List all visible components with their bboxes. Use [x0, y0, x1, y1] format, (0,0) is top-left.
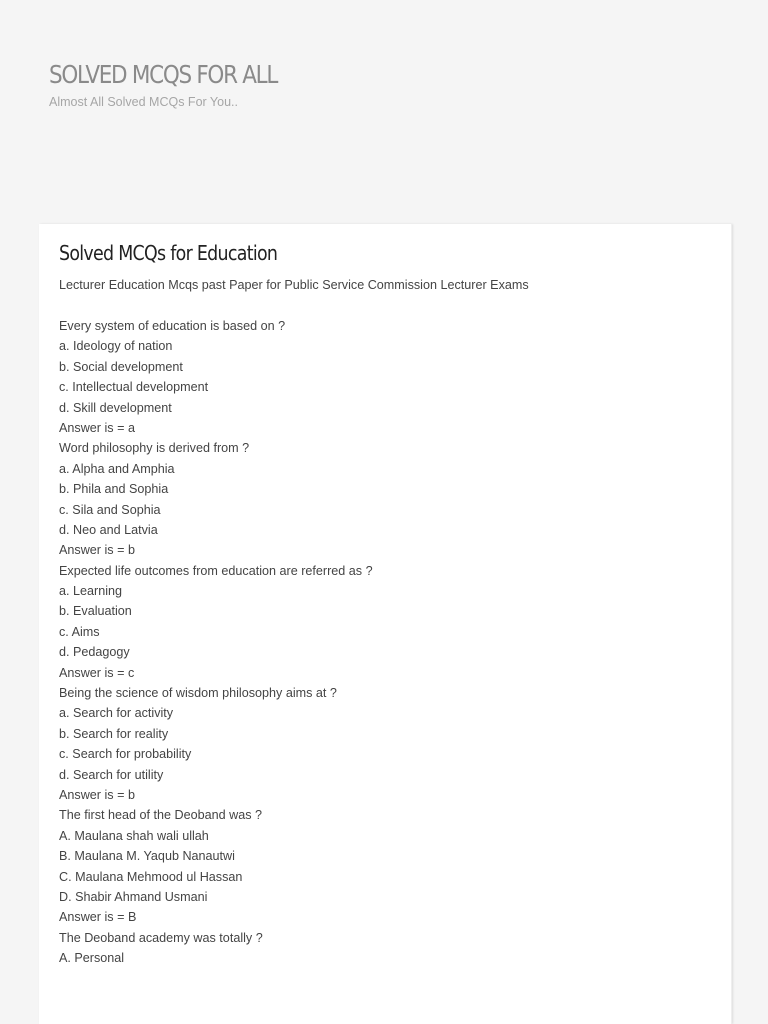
post-line: D. Shabir Ahmand Usmani: [59, 889, 208, 904]
post-line: a. Learning: [59, 584, 123, 599]
post-line: a. Search for activity: [59, 706, 174, 721]
post-line: c. Aims: [59, 624, 100, 639]
post-line: b. Search for reality: [59, 726, 169, 741]
post-line: c. Intellectual development: [59, 380, 209, 395]
post-line: Being the science of wisdom philosophy aims at ?: [59, 686, 337, 701]
post-line: B. Maulana M. Yaqub Nanautwi: [59, 849, 235, 864]
post-card: [39, 224, 732, 1024]
post-line: d. Pedagogy: [59, 645, 130, 660]
post-line: b. Social development: [59, 359, 183, 374]
post-line: Answer is = b: [59, 543, 135, 558]
post-line: a. Alpha and Amphia: [59, 461, 175, 476]
post-intro: Lecturer Education Mcqs past Paper for Public Service Commission Lecturer Exams: [59, 278, 529, 292]
post-line: d. Search for utility: [59, 767, 164, 782]
post-line: Word philosophy is derived from ?: [59, 441, 250, 456]
post-line: A. Personal: [59, 951, 125, 966]
post-line: d. Neo and Latvia: [59, 522, 158, 537]
post-line: Answer is = B: [59, 910, 137, 925]
post-line: A. Maulana shah wali ullah: [59, 828, 209, 843]
post-line: Answer is = c: [59, 665, 135, 680]
post-line: b. Evaluation: [59, 604, 132, 619]
post-line: The first head of the Deoband was ?: [59, 808, 263, 823]
post-line: c. Search for probability: [59, 747, 192, 762]
site-tagline: Almost All Solved MCQs For You..: [49, 95, 238, 109]
post-line: Every system of education is based on ?: [59, 319, 286, 333]
post-line: d. Skill development: [59, 400, 172, 415]
post-line: Answer is = a: [59, 420, 135, 435]
post-line: C. Maulana Mehmood ul Hassan: [59, 869, 243, 884]
post-line: a. Ideology of nation: [59, 339, 173, 354]
post-line: b. Phila and Sophia: [59, 482, 169, 497]
post-line: The Deoband academy was totally ?: [59, 930, 263, 945]
post-body: [59, 316, 373, 969]
post-line: Answer is = b: [59, 787, 135, 802]
post-line: c. Sila and Sophia: [59, 502, 161, 517]
site-header: [49, 56, 729, 110]
post-line: Expected life outcomes from education are referred as ?: [59, 563, 373, 578]
site-title[interactable]: SOLVED MCQS FOR ALL: [49, 60, 278, 89]
post-title[interactable]: Solved MCQs for Education: [59, 241, 278, 265]
